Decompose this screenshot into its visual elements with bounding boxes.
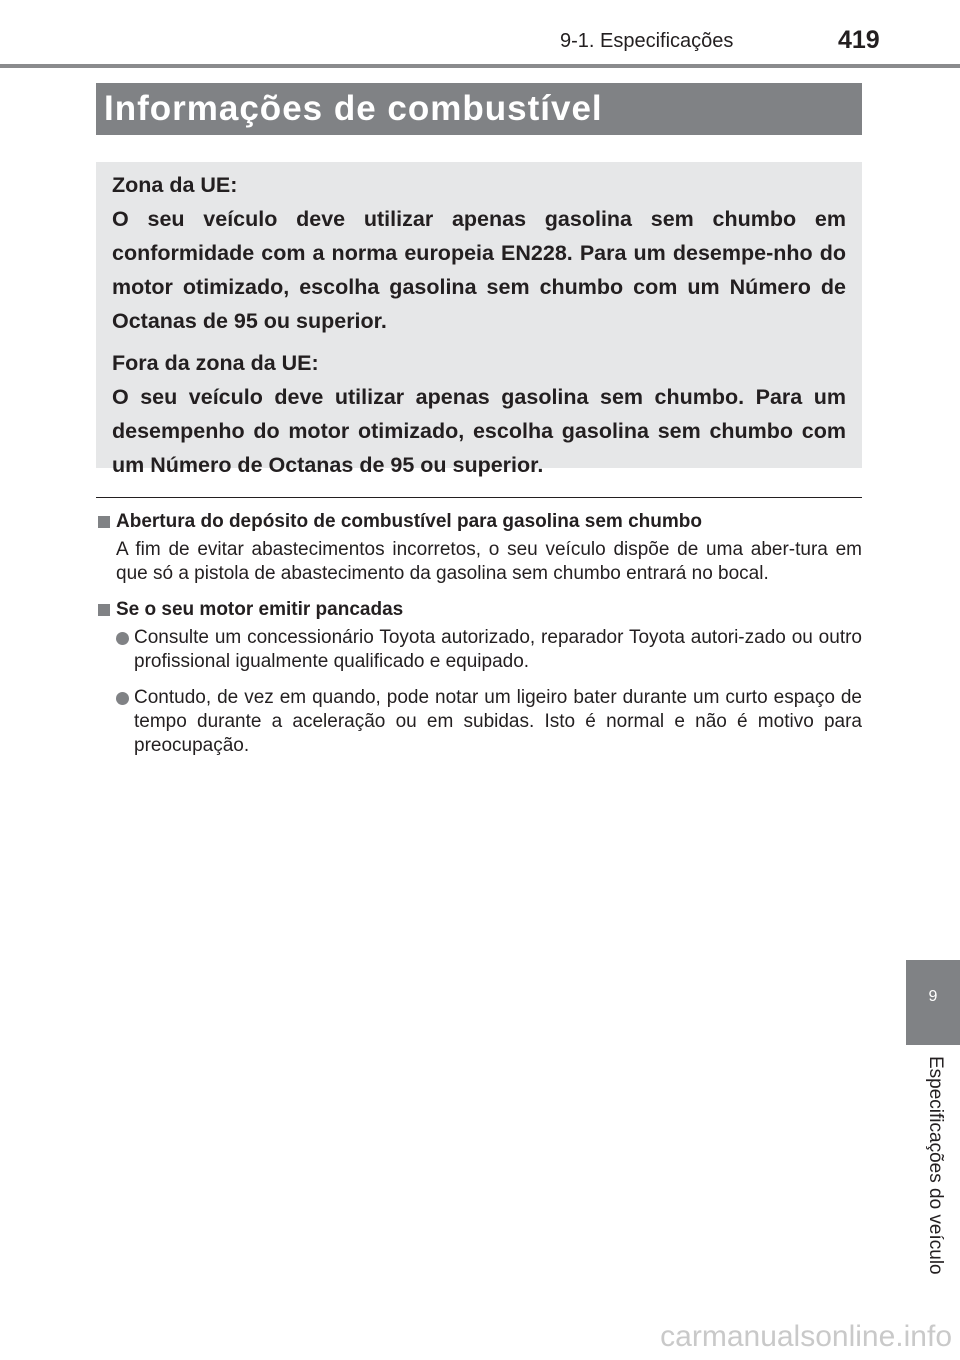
non-eu-zone-label: Fora da zona da UE: [112, 351, 319, 375]
square-bullet-icon [98, 604, 110, 616]
section-paragraph: A fim de evitar abastecimentos incorretos, o seu veículo dispõe de uma aber-tura em que só a pistola de abastecimento da gasolina sem chumbo entrará no bocal. [116, 539, 862, 584]
section-heading-text: Se o seu motor emitir pancadas [116, 599, 404, 620]
non-eu-zone-text: O seu veículo deve utilizar apenas gasolina sem chumbo. Para um desempenho do motor otimizado, escolha gasolina sem chumbo com um Número de Octanas de 95 ou superior. [112, 385, 846, 477]
header-section-title: 9-1. Especificações [560, 30, 734, 52]
round-bullet-icon [116, 692, 129, 705]
list-item-text: Contudo, de vez em quando, pode notar um ligeiro bater durante um curto espaço de tempo durante a aceleração ou em subidas. Isto é normal e não é motivo para preocupação. [134, 687, 862, 756]
chapter-label: Especificações do veículo [925, 1056, 946, 1275]
eu-zone-text: O seu veículo deve utilizar apenas gasolina sem chumbo em conformidade com a norma europeia EN228. Para um desempe-nho do motor otimizado, escolha gasolina sem chumbo com um Número de Octanas de 95 ou superior. [112, 207, 846, 333]
square-bullet-icon [98, 516, 110, 528]
section-heading [96, 510, 862, 534]
list-item-text: Consulte um concessionário Toyota autorizado, reparador Toyota autori-zado ou outro profissional igualmente qualificado e equipado. [134, 627, 862, 672]
eu-zone-label: Zona da UE: [112, 173, 238, 197]
list-item [96, 626, 862, 674]
chapter-tab [906, 960, 960, 1045]
page-number: 419 [838, 26, 880, 54]
list-item [96, 686, 862, 758]
section-heading-text: Abertura do depósito de combustível para gasolina sem chumbo [116, 511, 702, 532]
page-title: Informações de combustível [96, 83, 862, 135]
section-heading [96, 598, 862, 622]
watermark: carmanualsonline.info [660, 1320, 952, 1353]
fuel-info-box [96, 162, 862, 477]
chapter-number: 9 [928, 988, 938, 1005]
section-divider [96, 497, 862, 498]
body-content [96, 510, 862, 770]
header-divider [0, 64, 960, 68]
round-bullet-icon [116, 632, 129, 645]
